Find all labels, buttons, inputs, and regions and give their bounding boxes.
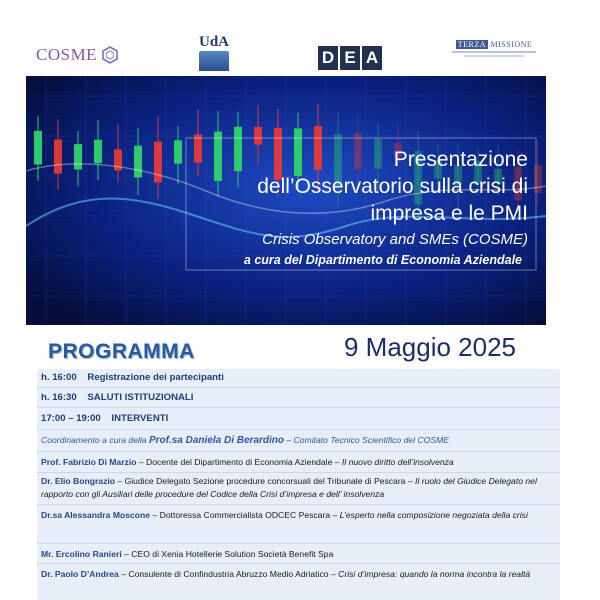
hero-banner: [26, 76, 546, 325]
schedule-time: h. 16:30: [41, 392, 77, 403]
banner-title-line: impresa e le PMI: [370, 202, 528, 225]
speaker-item: [41, 548, 556, 561]
candle-body: [74, 144, 82, 169]
banner-subtitle: Crisis Observatory and SMEs (COSME): [262, 231, 528, 248]
speaker-item: [41, 509, 556, 522]
row-divider: [37, 407, 560, 408]
candle-body: [234, 127, 242, 171]
speaker-item: [41, 456, 556, 469]
row-divider: [37, 563, 560, 564]
speaker-role: – Giudice Delegato Sezione procedure concorsuali del Tribunale di Pescara –: [115, 476, 416, 486]
candle-body: [154, 142, 162, 183]
dea-logo: [318, 46, 382, 70]
candle-body: [134, 146, 142, 178]
speaker-role: – CEO di Xenia Hotellerie Solution Società Benefit Spa: [121, 549, 334, 559]
speaker-role: – Dottoressa Commercialista ODCEC Pescara –: [150, 510, 340, 520]
coordination-line: [41, 434, 556, 447]
coordinator-name: Prof.sa Daniela Di Berardino: [148, 435, 285, 446]
candle-body: [534, 165, 542, 193]
speaker-name: Prof. Fabrizio Di Marzio: [41, 457, 137, 467]
row-divider: [37, 451, 560, 452]
candle-body: [274, 128, 282, 180]
speaker-name: Mr. Ercolino Ranieri: [41, 549, 122, 559]
coordination-suffix: – Comitato Tecnico Scientifico del COSME: [284, 435, 449, 445]
speaker-talk: L’esperto nella composizione negoziata della crisi: [339, 510, 528, 520]
candle-body: [254, 127, 262, 145]
candle-body: [294, 128, 302, 176]
dea-letter: D: [318, 46, 338, 70]
schedule-label: INTERVENTI: [111, 413, 169, 424]
programme-list: [37, 369, 560, 600]
candle-body: [94, 140, 102, 163]
logo-rule: [464, 55, 524, 57]
row-divider: [37, 429, 560, 430]
speaker-role: – Consulente di Confindustria Abruzzo Medio Adriatico –: [118, 569, 339, 579]
banner-title-line: dell’Osservatorio sulla crisi di: [257, 175, 528, 198]
speaker-talk: Crisi d’impresa: quando la norma incontra la realtà: [338, 569, 531, 579]
uda-logo-text: UdA: [198, 34, 229, 50]
terza-missione-logo: [452, 40, 536, 57]
candle-body: [54, 139, 62, 173]
event-date: 9 Maggio 2025: [344, 332, 517, 362]
programme-heading: PROGRAMMA: [48, 340, 195, 363]
cosme-logo-text: COSME: [36, 45, 98, 64]
candle-body: [374, 139, 382, 169]
banner-title-line: Presentazione: [393, 148, 528, 171]
speaker-talk: Il ruolo del Giudice Delegato nel rapporto con gli Ausiliari delle procedure del Codice della Crisi d’impresa e dell’ insolvenza: [41, 476, 537, 499]
speaker-name: Dr. Elio Bongrazio: [41, 476, 116, 486]
candle-body: [214, 132, 222, 181]
dea-letter: A: [362, 46, 382, 70]
terza-word: TERZA: [457, 40, 486, 49]
speaker-role: – Docente del Dipartimento di Economia Aziendale –: [136, 457, 342, 467]
row-divider: [37, 543, 560, 544]
uda-tower-icon: [199, 51, 229, 71]
row-divider: [37, 504, 560, 505]
schedule-item: [41, 391, 556, 404]
schedule-item: [41, 412, 556, 425]
row-divider: [37, 472, 560, 473]
candle-body: [34, 131, 42, 165]
schedule-item: [41, 371, 556, 384]
schedule-label: Registrazione dei partecipanti: [87, 372, 224, 383]
schedule-time: 17:00 – 19:00: [41, 413, 101, 424]
cosme-logo: [36, 45, 119, 65]
speaker-talk: Il nuovo diritto dell’insolvenza: [341, 457, 454, 467]
candle-body: [194, 135, 202, 163]
schedule-time: h. 16:00: [41, 372, 77, 383]
speaker-item: [41, 475, 556, 501]
candle-body: [174, 140, 182, 163]
speaker-item: [41, 568, 556, 581]
banner-organizer: a cura del Dipartimento di Economia Aziendale: [243, 253, 522, 267]
logo-rule: [452, 51, 536, 53]
coordination-prefix: Coordinamento a cura della: [41, 435, 149, 445]
speaker-name: Dr. Paolo D’Andrea: [41, 569, 119, 579]
row-divider: [37, 387, 560, 388]
cosme-hexagon-icon: [101, 46, 119, 64]
candlestick-background: [26, 76, 546, 325]
dea-letter: E: [340, 46, 360, 70]
uda-logo: [192, 34, 236, 71]
schedule-label: SALUTI ISTITUZIONALI: [87, 392, 194, 403]
candle-body: [314, 126, 322, 170]
speaker-name: Dr.sa Alessandra Moscone: [41, 510, 151, 520]
missione-word: MISSIONE: [490, 40, 533, 49]
